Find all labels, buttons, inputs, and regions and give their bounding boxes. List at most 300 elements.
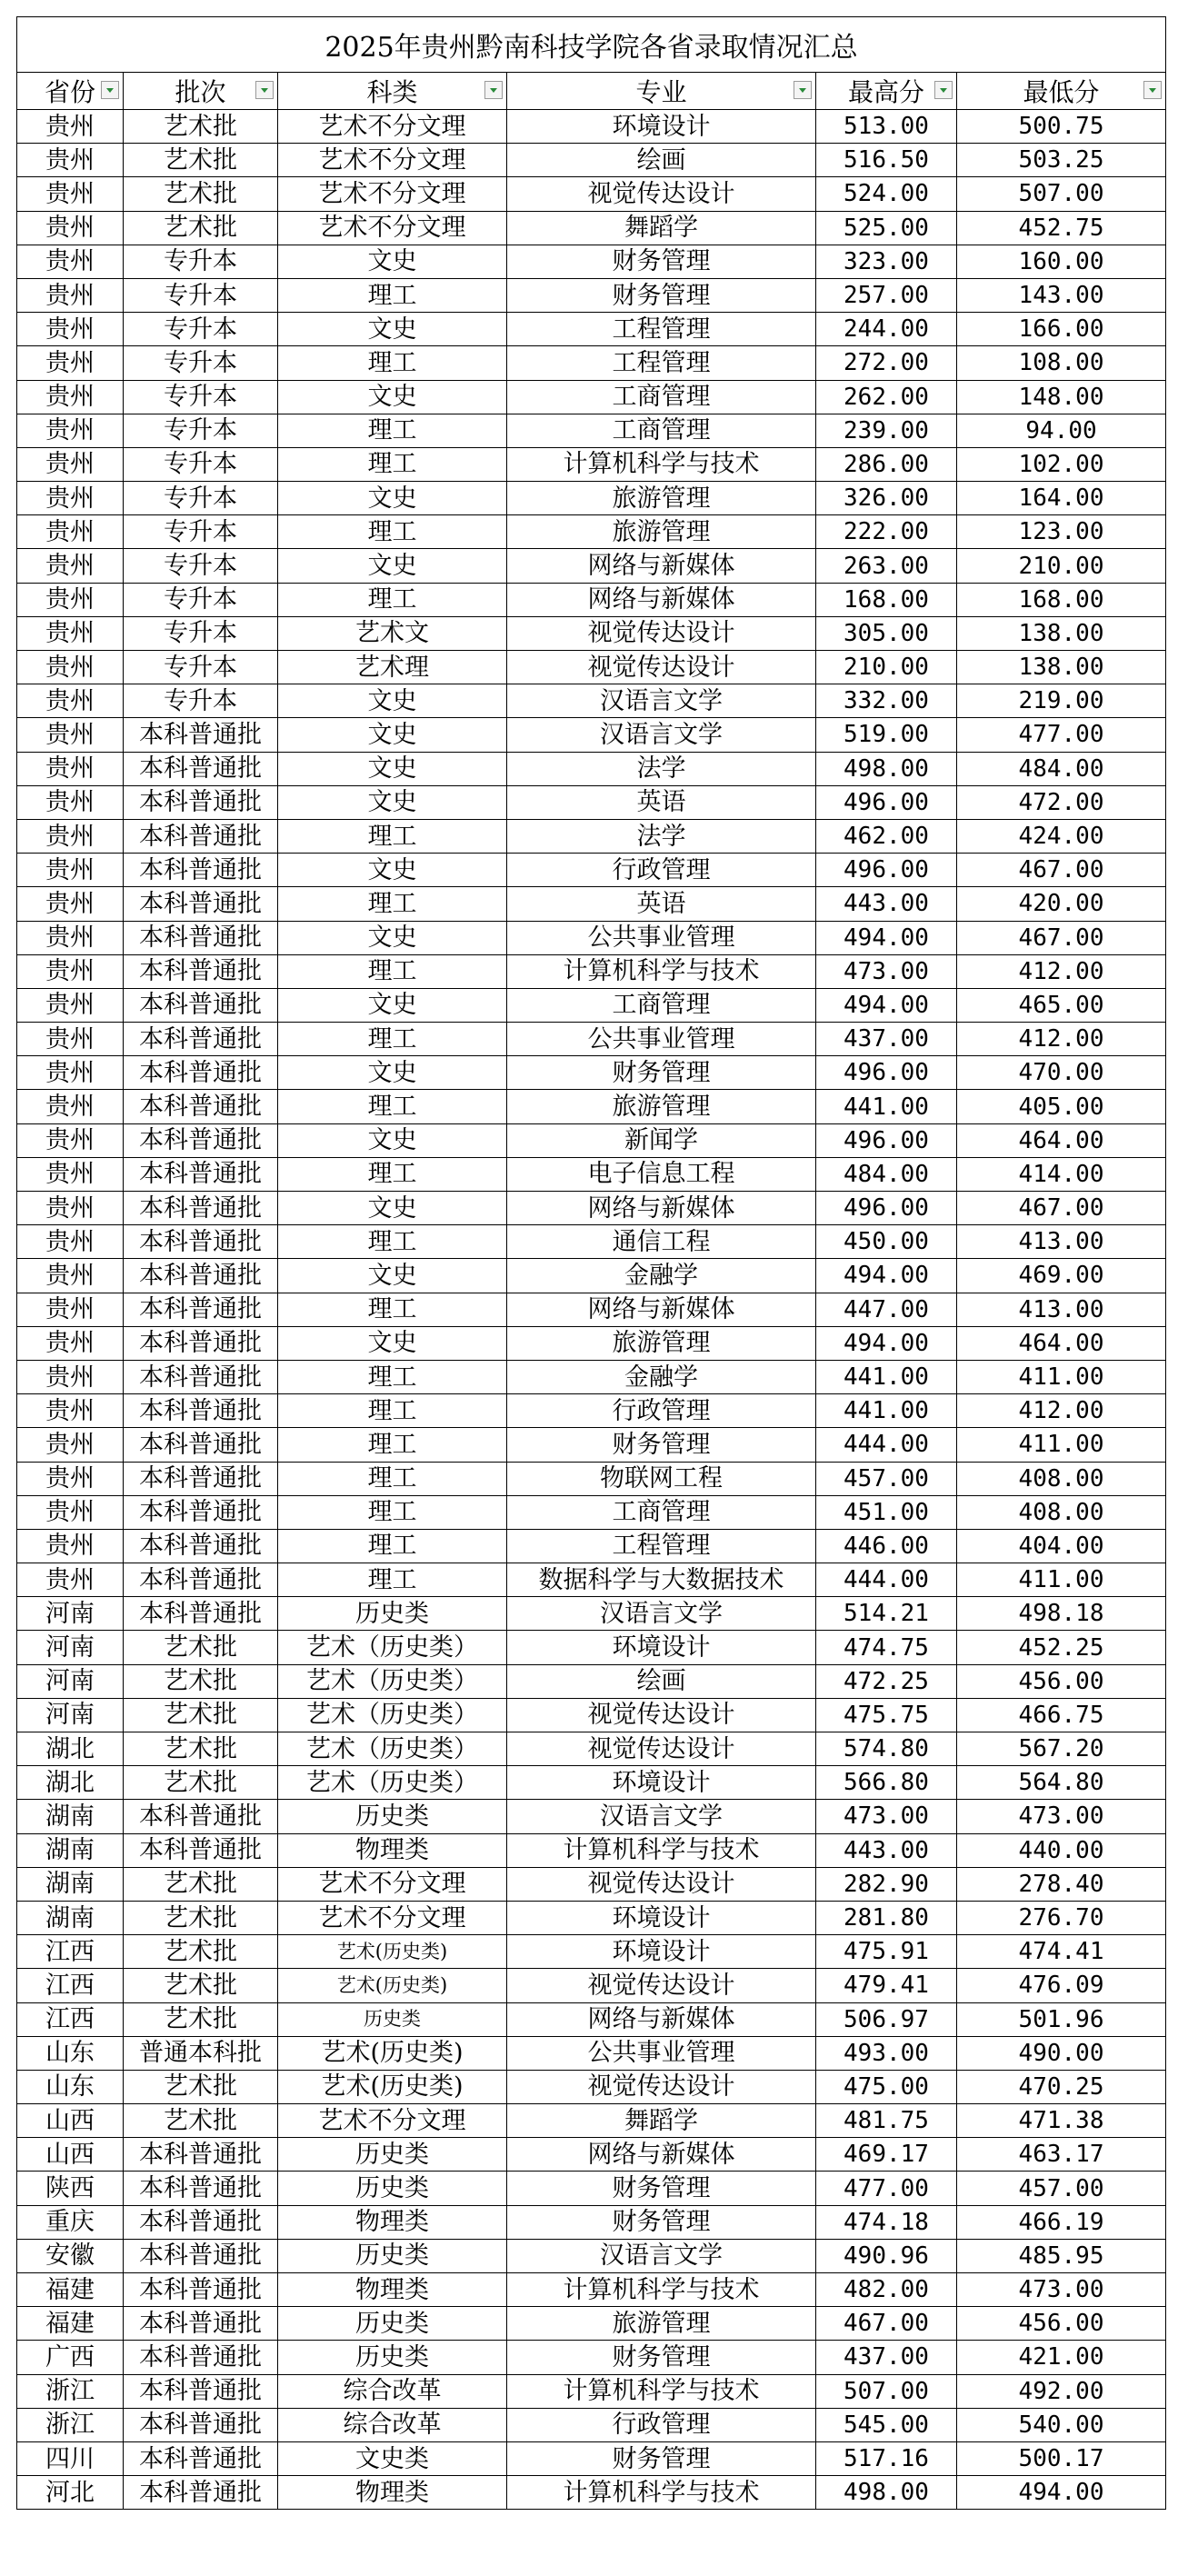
cell-category: 理工 [278, 1090, 507, 1123]
cell-max-score: 257.00 [816, 278, 957, 312]
cell-category: 艺术理 [278, 651, 507, 684]
cell-major: 英语 [507, 887, 816, 921]
cell-major: 视觉传达设计 [507, 1969, 816, 2002]
cell-major: 旅游管理 [507, 1326, 816, 1360]
table-row [17, 1664, 1166, 1698]
cell-batch: 本科普通批 [124, 1090, 278, 1123]
cell-category: 理工 [278, 1529, 507, 1563]
cell-max-score: 282.90 [816, 1867, 957, 1901]
table-row [17, 1698, 1166, 1732]
cell-province: 山西 [17, 2138, 124, 2172]
cell-category: 物理类 [278, 2273, 507, 2307]
cell-major: 网络与新媒体 [507, 2002, 816, 2036]
filter-dropdown-icon[interactable] [1143, 81, 1162, 99]
cell-major: 公共事业管理 [507, 2036, 816, 2070]
cell-major: 环境设计 [507, 1935, 816, 1969]
cell-max-score: 467.00 [816, 2307, 957, 2341]
cell-major: 财务管理 [507, 2341, 816, 2374]
cell-major: 网络与新媒体 [507, 1293, 816, 1326]
cell-major: 视觉传达设计 [507, 2070, 816, 2103]
table-row [17, 549, 1166, 583]
cell-major: 公共事业管理 [507, 1023, 816, 1056]
cell-max-score: 566.80 [816, 1766, 957, 1800]
cell-min-score: 138.00 [957, 616, 1166, 650]
cell-min-score: 168.00 [957, 583, 1166, 616]
cell-min-score: 490.00 [957, 2036, 1166, 2070]
table-row [17, 1969, 1166, 2002]
cell-batch: 艺术批 [124, 2104, 278, 2138]
cell-batch: 艺术批 [124, 1698, 278, 1732]
table-row [17, 2036, 1166, 2070]
table-row [17, 2138, 1166, 2172]
cell-major: 财务管理 [507, 2441, 816, 2475]
table-row [17, 1597, 1166, 1631]
table-row [17, 2374, 1166, 2408]
cell-batch: 本科普通批 [124, 1360, 278, 1393]
cell-min-score: 420.00 [957, 887, 1166, 921]
table-row [17, 2070, 1166, 2103]
cell-min-score: 102.00 [957, 447, 1166, 481]
cell-max-score: 473.00 [816, 1800, 957, 1833]
cell-major: 财务管理 [507, 1428, 816, 1462]
cell-min-score: 470.00 [957, 1056, 1166, 1090]
cell-major: 网络与新媒体 [507, 549, 816, 583]
cell-category: 物理类 [278, 1833, 507, 1867]
cell-province: 贵州 [17, 1157, 124, 1191]
cell-batch: 本科普通批 [124, 2307, 278, 2341]
cell-major: 旅游管理 [507, 1090, 816, 1123]
cell-batch: 专升本 [124, 245, 278, 278]
cell-batch: 专升本 [124, 313, 278, 346]
cell-max-score: 244.00 [816, 313, 957, 346]
cell-max-score: 441.00 [816, 1394, 957, 1428]
cell-batch: 本科普通批 [124, 2408, 278, 2441]
cell-province: 贵州 [17, 1123, 124, 1157]
table-row [17, 1529, 1166, 1563]
cell-category: 综合改革 [278, 2374, 507, 2408]
cell-max-score: 457.00 [816, 1462, 957, 1495]
filter-dropdown-icon[interactable] [934, 81, 953, 99]
cell-category: 历史类 [278, 2002, 507, 2036]
table-row [17, 1123, 1166, 1157]
cell-max-score: 475.75 [816, 1698, 957, 1732]
cell-province: 江西 [17, 2002, 124, 2036]
cell-max-score: 475.91 [816, 1935, 957, 1969]
cell-major: 汉语言文学 [507, 1800, 816, 1833]
header-max-score: 最高分 [816, 73, 957, 110]
cell-min-score: 473.00 [957, 1800, 1166, 1833]
cell-category: 综合改革 [278, 2408, 507, 2441]
cell-batch: 本科普通批 [124, 752, 278, 785]
cell-min-score: 465.00 [957, 988, 1166, 1022]
cell-min-score: 500.17 [957, 2441, 1166, 2475]
cell-batch: 专升本 [124, 651, 278, 684]
cell-major: 计算机科学与技术 [507, 1833, 816, 1867]
cell-batch: 本科普通批 [124, 1563, 278, 1597]
cell-batch: 本科普通批 [124, 819, 278, 853]
cell-max-score: 437.00 [816, 1023, 957, 1056]
cell-major: 行政管理 [507, 1394, 816, 1428]
cell-category: 理工 [278, 1157, 507, 1191]
cell-province: 贵州 [17, 144, 124, 177]
cell-min-score: 464.00 [957, 1123, 1166, 1157]
cell-major: 旅游管理 [507, 482, 816, 515]
cell-category: 艺术（历史类） [278, 1732, 507, 1766]
cell-category: 文史 [278, 1259, 507, 1293]
cell-major: 视觉传达设计 [507, 616, 816, 650]
table-row [17, 988, 1166, 1022]
table-row [17, 1090, 1166, 1123]
cell-batch: 专升本 [124, 549, 278, 583]
cell-category: 文史类 [278, 2441, 507, 2475]
cell-min-score: 440.00 [957, 1833, 1166, 1867]
cell-max-score: 168.00 [816, 583, 957, 616]
table-row [17, 1259, 1166, 1293]
cell-major: 金融学 [507, 1259, 816, 1293]
cell-batch: 艺术批 [124, 1867, 278, 1901]
cell-max-score: 443.00 [816, 887, 957, 921]
cell-province: 四川 [17, 2441, 124, 2475]
cell-batch: 专升本 [124, 278, 278, 312]
cell-min-score: 421.00 [957, 2341, 1166, 2374]
cell-batch: 艺术批 [124, 144, 278, 177]
cell-category: 理工 [278, 1023, 507, 1056]
cell-min-score: 219.00 [957, 684, 1166, 718]
cell-max-score: 305.00 [816, 616, 957, 650]
cell-major: 视觉传达设计 [507, 1867, 816, 1901]
cell-province: 贵州 [17, 1428, 124, 1462]
cell-category: 理工 [278, 819, 507, 853]
cell-category: 理工 [278, 515, 507, 549]
cell-batch: 艺术批 [124, 110, 278, 144]
cell-major: 工商管理 [507, 1495, 816, 1529]
cell-province: 重庆 [17, 2205, 124, 2239]
table-row [17, 1766, 1166, 1800]
table-row [17, 278, 1166, 312]
table-row [17, 1192, 1166, 1225]
cell-max-score: 494.00 [816, 921, 957, 954]
cell-major: 视觉传达设计 [507, 651, 816, 684]
cell-province: 广西 [17, 2341, 124, 2374]
cell-max-score: 484.00 [816, 1157, 957, 1191]
cell-province: 贵州 [17, 684, 124, 718]
cell-max-score: 281.80 [816, 1901, 957, 1934]
cell-max-score: 494.00 [816, 1259, 957, 1293]
cell-min-score: 412.00 [957, 1394, 1166, 1428]
cell-major: 汉语言文学 [507, 684, 816, 718]
cell-batch: 本科普通批 [124, 1293, 278, 1326]
cell-batch: 艺术批 [124, 1732, 278, 1766]
cell-min-score: 474.41 [957, 1935, 1166, 1969]
cell-category: 理工 [278, 1495, 507, 1529]
cell-province: 贵州 [17, 1293, 124, 1326]
cell-max-score: 444.00 [816, 1563, 957, 1597]
cell-major: 汉语言文学 [507, 718, 816, 752]
cell-max-score: 222.00 [816, 515, 957, 549]
cell-province: 福建 [17, 2307, 124, 2341]
cell-batch: 本科普通批 [124, 1428, 278, 1462]
cell-batch: 本科普通批 [124, 1495, 278, 1529]
cell-batch: 本科普通批 [124, 2205, 278, 2239]
cell-category: 理工 [278, 346, 507, 380]
cell-batch: 本科普通批 [124, 1259, 278, 1293]
cell-province: 贵州 [17, 1360, 124, 1393]
cell-major: 数据科学与大数据技术 [507, 1563, 816, 1597]
cell-category: 艺术(历史类) [278, 2070, 507, 2103]
cell-category: 历史类 [278, 1800, 507, 1833]
cell-max-score: 443.00 [816, 1833, 957, 1867]
table-row [17, 854, 1166, 887]
cell-max-score: 481.75 [816, 2104, 957, 2138]
cell-batch: 专升本 [124, 616, 278, 650]
cell-province: 湖北 [17, 1732, 124, 1766]
cell-batch: 专升本 [124, 447, 278, 481]
sheet-title: 2025年贵州黔南科技学院各省录取情况汇总 [17, 17, 1166, 73]
cell-category: 理工 [278, 1394, 507, 1428]
cell-batch: 专升本 [124, 414, 278, 447]
cell-province: 河南 [17, 1698, 124, 1732]
cell-category: 艺术不分文理 [278, 2104, 507, 2138]
cell-min-score: 408.00 [957, 1462, 1166, 1495]
cell-category: 文史 [278, 245, 507, 278]
cell-max-score: 482.00 [816, 2273, 957, 2307]
cell-province: 江西 [17, 1935, 124, 1969]
cell-category: 历史类 [278, 1597, 507, 1631]
cell-max-score: 514.21 [816, 1597, 957, 1631]
cell-province: 湖南 [17, 1833, 124, 1867]
table-row [17, 515, 1166, 549]
cell-province: 湖北 [17, 1766, 124, 1800]
cell-min-score: 452.75 [957, 211, 1166, 245]
cell-batch: 艺术批 [124, 2002, 278, 2036]
table-row [17, 684, 1166, 718]
cell-category: 艺术（历史类） [278, 1664, 507, 1698]
cell-min-score: 108.00 [957, 346, 1166, 380]
cell-max-score: 475.00 [816, 2070, 957, 2103]
table-row [17, 752, 1166, 785]
cell-province: 贵州 [17, 954, 124, 988]
cell-max-score: 323.00 [816, 245, 957, 278]
cell-province: 贵州 [17, 1495, 124, 1529]
cell-min-score: 470.25 [957, 2070, 1166, 2103]
cell-major: 舞蹈学 [507, 211, 816, 245]
cell-min-score: 148.00 [957, 380, 1166, 414]
cell-min-score: 411.00 [957, 1360, 1166, 1393]
cell-min-score: 160.00 [957, 245, 1166, 278]
cell-major: 电子信息工程 [507, 1157, 816, 1191]
filter-dropdown-icon[interactable] [101, 81, 119, 99]
cell-min-score: 507.00 [957, 177, 1166, 211]
cell-category: 文史 [278, 785, 507, 819]
cell-max-score: 545.00 [816, 2408, 957, 2441]
cell-min-score: 471.38 [957, 2104, 1166, 2138]
cell-category: 文史 [278, 684, 507, 718]
cell-province: 河南 [17, 1597, 124, 1631]
cell-max-score: 524.00 [816, 177, 957, 211]
cell-province: 贵州 [17, 1326, 124, 1360]
header-province: 省份 [17, 73, 124, 110]
table-row [17, 110, 1166, 144]
cell-batch: 本科普通批 [124, 1394, 278, 1428]
cell-province: 河北 [17, 2476, 124, 2510]
table-row [17, 2172, 1166, 2205]
cell-province: 贵州 [17, 1023, 124, 1056]
filter-dropdown-icon[interactable] [484, 81, 503, 99]
cell-category: 文史 [278, 718, 507, 752]
cell-category: 历史类 [278, 2307, 507, 2341]
cell-category: 历史类 [278, 2138, 507, 2172]
cell-min-score: 123.00 [957, 515, 1166, 549]
table-row [17, 1326, 1166, 1360]
cell-max-score: 477.00 [816, 2172, 957, 2205]
cell-province: 山东 [17, 2036, 124, 2070]
header-row [17, 73, 1166, 110]
cell-batch: 本科普通批 [124, 1800, 278, 1833]
cell-major: 工程管理 [507, 346, 816, 380]
cell-province: 贵州 [17, 380, 124, 414]
cell-min-score: 412.00 [957, 954, 1166, 988]
cell-batch: 专升本 [124, 583, 278, 616]
cell-max-score: 493.00 [816, 2036, 957, 2070]
filter-dropdown-icon[interactable] [794, 81, 812, 99]
cell-major: 视觉传达设计 [507, 1698, 816, 1732]
cell-max-score: 473.00 [816, 954, 957, 988]
cell-max-score: 496.00 [816, 785, 957, 819]
cell-min-score: 466.19 [957, 2205, 1166, 2239]
cell-max-score: 494.00 [816, 988, 957, 1022]
cell-category: 文史 [278, 549, 507, 583]
cell-batch: 本科普通批 [124, 2138, 278, 2172]
cell-min-score: 411.00 [957, 1563, 1166, 1597]
table-row [17, 718, 1166, 752]
cell-max-score: 494.00 [816, 1326, 957, 1360]
cell-max-score: 210.00 [816, 651, 957, 684]
cell-province: 贵州 [17, 549, 124, 583]
cell-batch: 艺术批 [124, 1631, 278, 1664]
cell-min-score: 485.95 [957, 2239, 1166, 2272]
cell-major: 工商管理 [507, 380, 816, 414]
cell-min-score: 477.00 [957, 718, 1166, 752]
cell-major: 计算机科学与技术 [507, 954, 816, 988]
cell-province: 山西 [17, 2104, 124, 2138]
table-row [17, 1293, 1166, 1326]
header-major: 专业 [507, 73, 816, 110]
cell-max-score: 513.00 [816, 110, 957, 144]
cell-batch: 本科普通批 [124, 1326, 278, 1360]
cell-batch: 艺术批 [124, 1935, 278, 1969]
cell-batch: 本科普通批 [124, 1023, 278, 1056]
cell-province: 贵州 [17, 651, 124, 684]
cell-major: 金融学 [507, 1360, 816, 1393]
cell-province: 福建 [17, 2273, 124, 2307]
table-row [17, 1833, 1166, 1867]
cell-min-score: 452.25 [957, 1631, 1166, 1664]
cell-major: 财务管理 [507, 2172, 816, 2205]
cell-major: 舞蹈学 [507, 2104, 816, 2138]
cell-category: 文史 [278, 854, 507, 887]
cell-min-score: 463.17 [957, 2138, 1166, 2172]
table-row [17, 2341, 1166, 2374]
header-batch: 批次 [124, 73, 278, 110]
cell-category: 艺术文 [278, 616, 507, 650]
table-row [17, 313, 1166, 346]
cell-province: 浙江 [17, 2408, 124, 2441]
cell-batch: 本科普通批 [124, 1529, 278, 1563]
table-row [17, 1935, 1166, 1969]
cell-province: 贵州 [17, 616, 124, 650]
cell-min-score: 405.00 [957, 1090, 1166, 1123]
table-row [17, 1225, 1166, 1259]
header-min-score: 最低分 [957, 73, 1166, 110]
cell-min-score: 492.00 [957, 2374, 1166, 2408]
cell-batch: 本科普通批 [124, 988, 278, 1022]
cell-batch: 艺术批 [124, 211, 278, 245]
cell-major: 计算机科学与技术 [507, 2273, 816, 2307]
table-row [17, 1462, 1166, 1495]
cell-category: 艺术(历史类) [278, 2036, 507, 2070]
table-row [17, 1867, 1166, 1901]
cell-major: 物联网工程 [507, 1462, 816, 1495]
table-row [17, 819, 1166, 853]
cell-category: 理工 [278, 583, 507, 616]
table-row [17, 447, 1166, 481]
cell-min-score: 503.25 [957, 144, 1166, 177]
cell-max-score: 498.00 [816, 2476, 957, 2510]
table-row [17, 144, 1166, 177]
table-row [17, 1428, 1166, 1462]
cell-min-score: 457.00 [957, 2172, 1166, 2205]
cell-max-score: 286.00 [816, 447, 957, 481]
cell-major: 绘画 [507, 1664, 816, 1698]
cell-min-score: 472.00 [957, 785, 1166, 819]
cell-province: 贵州 [17, 887, 124, 921]
cell-province: 湖南 [17, 1901, 124, 1934]
cell-batch: 普通本科批 [124, 2036, 278, 2070]
cell-category: 物理类 [278, 2476, 507, 2510]
cell-max-score: 441.00 [816, 1360, 957, 1393]
table-row [17, 2205, 1166, 2239]
cell-province: 贵州 [17, 583, 124, 616]
table-body [17, 110, 1166, 2510]
cell-category: 文史 [278, 482, 507, 515]
cell-min-score: 404.00 [957, 1529, 1166, 1563]
cell-batch: 艺术批 [124, 177, 278, 211]
cell-province: 贵州 [17, 718, 124, 752]
cell-category: 理工 [278, 1428, 507, 1462]
cell-min-score: 567.20 [957, 1732, 1166, 1766]
cell-max-score: 474.18 [816, 2205, 957, 2239]
cell-max-score: 479.41 [816, 1969, 957, 2002]
cell-min-score: 494.00 [957, 2476, 1166, 2510]
cell-batch: 本科普通批 [124, 1225, 278, 1259]
cell-major: 计算机科学与技术 [507, 2374, 816, 2408]
cell-category: 文史 [278, 752, 507, 785]
cell-major: 财务管理 [507, 1056, 816, 1090]
cell-major: 工商管理 [507, 988, 816, 1022]
filter-dropdown-icon[interactable] [255, 81, 274, 99]
cell-max-score: 239.00 [816, 414, 957, 447]
cell-major: 行政管理 [507, 2408, 816, 2441]
cell-max-score: 332.00 [816, 684, 957, 718]
cell-province: 河南 [17, 1664, 124, 1698]
cell-province: 贵州 [17, 921, 124, 954]
cell-category: 历史类 [278, 2239, 507, 2272]
cell-batch: 本科普通批 [124, 2273, 278, 2307]
cell-batch: 本科普通批 [124, 1192, 278, 1225]
cell-major: 网络与新媒体 [507, 583, 816, 616]
cell-max-score: 498.00 [816, 752, 957, 785]
table-row [17, 2273, 1166, 2307]
